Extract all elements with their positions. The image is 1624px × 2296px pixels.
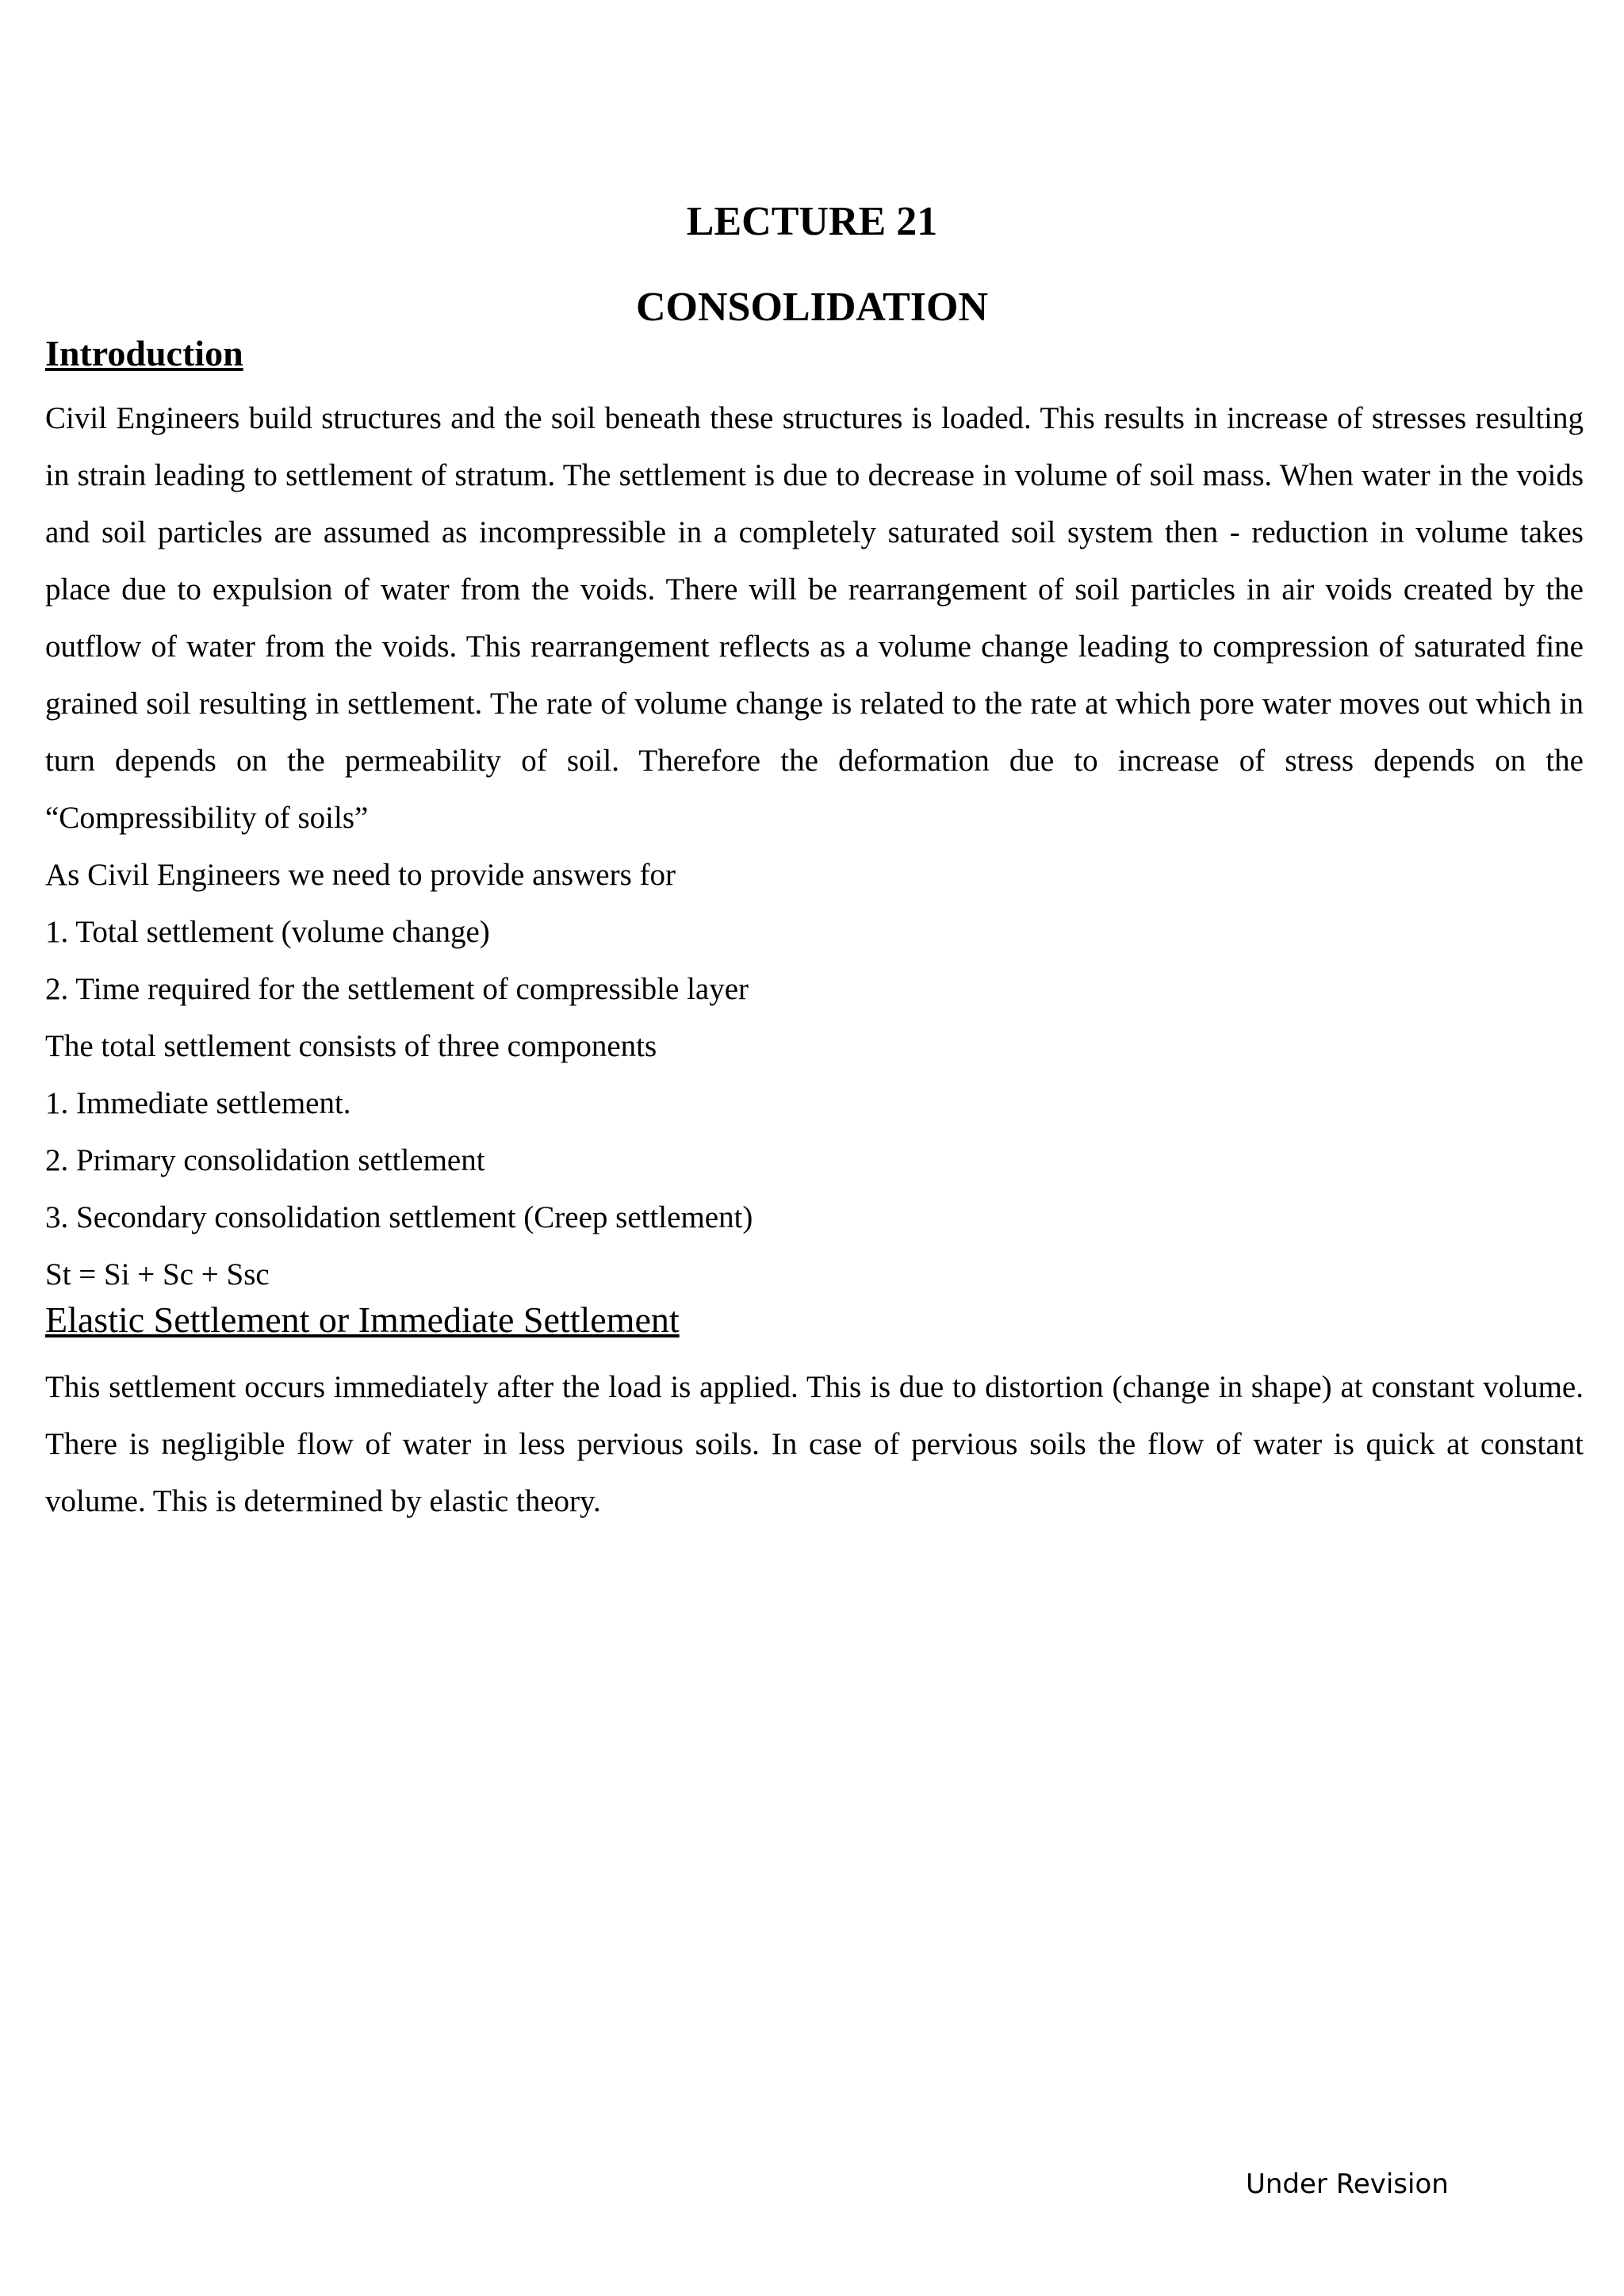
list-item: 2. Time required for the settlement of compressible layer (45, 972, 749, 1006)
list-line: The total settlement consists of three components (45, 1029, 657, 1063)
introduction-paragraph: Civil Engineers build structures and the soil beneath these structures is loaded. This results in increase of stresses resulting in strain leading to settlement of stratum. The settlement is due to decrease in volume of soil mass. When water in the voids and soil particles are assumed as incompressible in a completely saturated soil system then - reduction in volume takes place due to expulsion of water from the voids. There will be rearrangement of soil particles in air voids created by the outflow of water from the voids. This rearrangement reflects as a volume change leading to compression of saturated fine grained soil resulting in settlement. The rate of volume change is related to the rate at which pore water moves out which in turn depends on the permeability of soil. Therefore the deformation due to increase of stress depends on the “Compressibility of soils” (45, 401, 1584, 835)
introduction-heading: Introduction (45, 333, 243, 373)
list-item: 3. Secondary consolidation settlement (Creep settlement) (45, 1200, 753, 1234)
settlement-equation: St = Si + Sc + Ssc (45, 1257, 270, 1292)
list-item: 1. Immediate settlement. (45, 1086, 351, 1120)
lecture-title: LECTURE 21 (686, 199, 938, 244)
lecture-subtitle: CONSOLIDATION (635, 285, 988, 330)
settlement-list (45, 847, 1584, 1303)
elastic-settlement-paragraph: This settlement occurs immediately after the load is applied. This is due to distortion (change in shape) at constant volume. There is negligible flow of water in less pervious soils. In case of pervious soils the flow of water is quick at constant volume. This is determined by elastic theory. (45, 1370, 1584, 1518)
list-line: As Civil Engineers we need to provide answers for (45, 858, 676, 892)
list-item: 2. Primary consolidation settlement (45, 1143, 485, 1177)
elastic-settlement-heading: Elastic Settlement or Immediate Settlement (45, 1299, 680, 1340)
list-item: 1. Total settlement (volume change) (45, 915, 490, 949)
revision-status-footer: Under Revision (1246, 2168, 1449, 2200)
